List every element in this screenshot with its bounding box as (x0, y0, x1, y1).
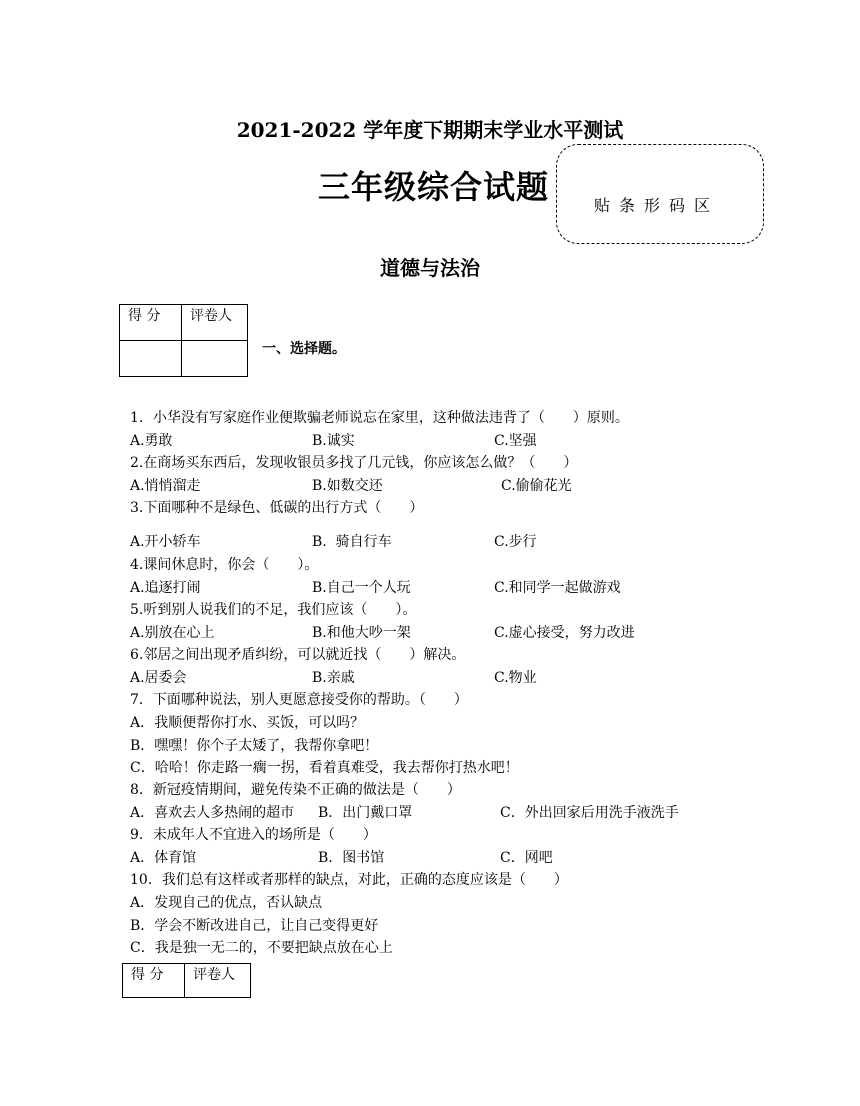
option-3a: A.开小轿车 (130, 534, 201, 550)
exam-title: 2021-2022 学年度下期期末学业水平测试 (236, 118, 624, 142)
option-9c: C．网吧 (500, 850, 553, 866)
option-8b: B．出门戴口罩 (318, 805, 413, 821)
option-8c: C．外出回家后用洗手液洗手 (500, 805, 679, 821)
question-8: 8．新冠疫情期间，避免传染不正确的做法是（ ） (130, 782, 461, 798)
grader-header-2: 评卷人 (185, 964, 251, 998)
option-6c: C.物业 (494, 670, 537, 686)
exam-subtitle: 三年级综合试题 (318, 168, 550, 206)
option-4c: C.和同学一起做游戏 (494, 580, 621, 596)
option-10c: C．我是独一无二的，不要把缺点放在心上 (130, 940, 393, 956)
option-7c: C．哈哈！你走路一瘸一拐，看着真难受，我去帮你打热水吧！ (130, 760, 519, 776)
option-5c: C.虚心接受，努力改进 (494, 625, 635, 641)
option-9b: B．图书馆 (318, 850, 385, 866)
option-3b: B. 骑自行车 (312, 534, 392, 550)
grader-header: 评卷人 (182, 305, 248, 341)
option-7b: B．嘿嘿！你个子太矮了，我帮你拿吧！ (130, 738, 379, 754)
option-9a: A．体育馆 (130, 850, 197, 866)
score-header-2: 得 分 (123, 964, 185, 998)
grader-cell[interactable] (182, 341, 248, 377)
option-2a: A.悄悄溜走 (130, 478, 201, 494)
option-4b: B.自己一个人玩 (312, 580, 411, 596)
part-title: 一、选择题。 (262, 341, 346, 357)
question-5: 5.听到别人说我们的不足，我们应该（ ）。 (130, 602, 417, 618)
question-6: 6.邻居之间出现矛盾纠纷，可以就近找（ ）解决。 (130, 647, 466, 663)
option-1c: C.坚强 (494, 433, 537, 449)
option-10b: B．学会不断改进自己，让自己变得更好 (130, 918, 379, 934)
score-cell[interactable] (120, 341, 182, 377)
score-table-2 (122, 963, 251, 998)
option-10a: A．发现自己的优点，否认缺点 (130, 895, 323, 911)
option-1a: A.勇敢 (130, 433, 173, 449)
option-2c: C.偷偷花光 (501, 478, 572, 494)
option-1b: B.诚实 (312, 433, 355, 449)
option-7a: A．我顺便帮你打水、买饭，可以吗？ (130, 715, 365, 731)
question-1: 1．小华没有写家庭作业便欺骗老师说忘在家里，这种做法违背了（ ）原则。 (130, 410, 629, 426)
question-10: 10．我们总有这样或者那样的缺点，对此，正确的态度应该是（ ） (130, 872, 568, 888)
section-title: 道德与法治 (380, 256, 480, 280)
option-8a: A．喜欢去人多热闹的超市 (130, 805, 295, 821)
score-table (119, 304, 248, 377)
option-2b: B.如数交还 (312, 478, 383, 494)
question-3: 3.下面哪种不是绿色、低碳的出行方式（ ） (130, 500, 424, 516)
score-header: 得 分 (120, 305, 182, 341)
option-6b: B.亲戚 (312, 670, 355, 686)
barcode-label: 贴条形码区 (594, 196, 720, 215)
question-7: 7．下面哪种说法，别人更愿意接受你的帮助。（ ） (130, 692, 468, 708)
option-4a: A.追逐打闹 (130, 580, 201, 596)
option-3c: C.步行 (494, 534, 537, 550)
option-6a: A.居委会 (130, 670, 187, 686)
question-4: 4.课间休息时，你会（ ）。 (130, 557, 319, 573)
option-5a: A.别放在心上 (130, 625, 215, 641)
option-5b: B.和他大吵一架 (312, 625, 411, 641)
question-2: 2.在商场买东西后，发现收银员多找了几元钱，你应该怎么做？（ ） (130, 455, 578, 471)
question-9: 9．未成年人不宜进入的场所是（ ） (130, 827, 377, 843)
